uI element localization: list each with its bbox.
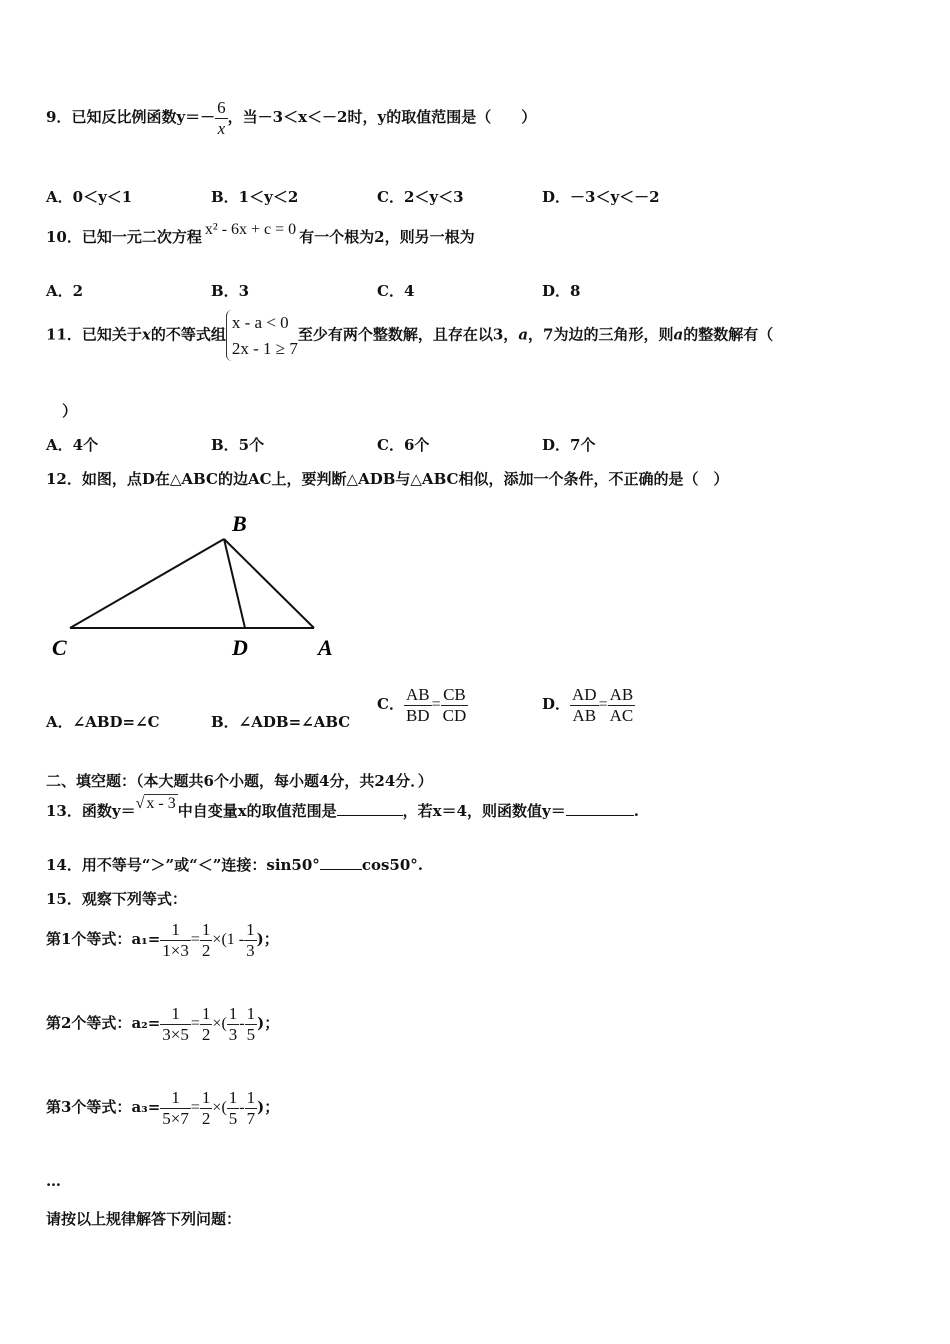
option-b: B．5个 <box>211 436 265 454</box>
fraction: $\frac{CB}{CD}$ <box>442 685 467 725</box>
question-14 <box>46 854 423 875</box>
question-text: 至少有两个整数解，且存在以3， <box>297 325 519 344</box>
question-number: 10． <box>46 228 82 246</box>
side-ba <box>224 539 314 628</box>
question-number: 13． <box>46 802 82 820</box>
side-cb <box>70 539 224 628</box>
option-b: B．1＜y＜2 <box>211 188 299 206</box>
expression: ×( <box>212 1015 227 1033</box>
equation-1 <box>46 920 279 960</box>
question-text: 观察下列等式： <box>81 890 187 908</box>
fraction: $\frac{1}{3}$ <box>228 1004 238 1044</box>
option-a: A．2 <box>46 282 84 300</box>
square-root: √ x - 3 <box>135 795 176 812</box>
inequality: 2x - 1 ≥ 7 <box>231 338 298 358</box>
option-a: A．4个 <box>46 436 99 454</box>
option-c: C．4 <box>377 282 415 300</box>
equation: x² - 6x + c = 0 <box>204 221 297 238</box>
fraction: $\frac{1}{7}$ <box>246 1088 256 1128</box>
question-number: 14． <box>46 856 82 874</box>
radicand: x - 3 <box>146 795 176 812</box>
question-text: 函数y＝ <box>81 802 136 820</box>
question-text: 用不等号“＞”或“＜”连接：sin50° <box>81 856 320 874</box>
answer-blank[interactable] <box>566 815 634 816</box>
variable: a <box>673 325 684 344</box>
option-d: D．7个 <box>542 436 596 454</box>
label-c: C <box>52 635 67 660</box>
segment-bd <box>224 539 245 628</box>
question-9 <box>46 98 536 138</box>
fraction: $\frac{6}{x}$ <box>217 98 226 138</box>
question-11 <box>46 310 773 361</box>
label-d: D <box>232 635 248 660</box>
question-number: 11． <box>46 325 82 344</box>
label-a: A <box>318 635 333 660</box>
minus: - <box>239 1015 245 1033</box>
instruction-text: 请按以上规律解答下列问题： <box>46 1210 242 1228</box>
question-10 <box>46 221 475 247</box>
option-label: D． <box>542 695 571 714</box>
section-title: 二、填空题：（本大题共6个小题，每小题4分，共24分．） <box>46 772 433 790</box>
fraction: $\frac{AD}{AB}$ <box>572 685 597 725</box>
question-13 <box>46 795 639 821</box>
inequality-system <box>226 310 298 361</box>
ellipsis: … <box>46 1172 61 1190</box>
fraction: $\frac{1}{3\times 5}$ <box>162 1004 189 1044</box>
equals: = <box>190 1015 200 1033</box>
answer-blank[interactable] <box>337 815 403 816</box>
option-d: D．8 <box>542 282 581 300</box>
label-b: B <box>232 511 247 536</box>
equation-label: 第3个等式：a₃= <box>46 1098 161 1117</box>
close-paren: ） <box>62 402 78 420</box>
fraction: $\frac{1}{2}$ <box>201 920 211 960</box>
question-text: 如图，点D在△ABC的边AC上，要判断△ADB与△ABC相似，添加一个条件，不正确的是（ ） <box>81 470 729 488</box>
inequality: x - a < 0 <box>231 313 289 332</box>
question-text: 有一个根为2，则另一根为 <box>299 228 475 246</box>
option-c: C．2＜y＜3 <box>377 188 464 206</box>
expression: )； <box>257 1014 280 1033</box>
fraction: $\frac{1}{3}$ <box>246 920 255 960</box>
fraction: $\frac{AB}{AC}$ <box>609 685 634 725</box>
fraction: $\frac{1}{5\times 7}$ <box>162 1088 189 1128</box>
question-text: 中自变量x的取值范围是 <box>177 802 337 820</box>
question-text: ，若x＝4，则函数值y＝ <box>402 802 566 820</box>
expression: )； <box>257 1098 280 1117</box>
question-text: 已知关于 <box>81 325 142 344</box>
question-text: ，7为边的三角形，则 <box>528 325 674 344</box>
equals: = <box>190 1099 200 1117</box>
equation-3 <box>46 1088 279 1128</box>
question-text: 已知反比例函数y＝－ <box>71 108 216 127</box>
equals: = <box>431 696 441 714</box>
option-d <box>542 685 635 725</box>
expression: ×(1 - <box>212 931 245 949</box>
fraction: $\frac{1}{2}$ <box>201 1088 211 1128</box>
variable: x <box>141 325 151 344</box>
option-b: B．3 <box>211 282 250 300</box>
fraction: $\frac{AB}{BD}$ <box>405 685 430 725</box>
answer-blank[interactable] <box>320 869 362 870</box>
equals: = <box>190 931 200 949</box>
question-number: 15． <box>46 890 82 908</box>
question-text: 已知一元二次方程 <box>81 228 202 246</box>
question-text: ，当－3＜x＜－2时，y的取值范围是（ ） <box>227 108 537 127</box>
expression: )； <box>256 930 279 949</box>
equals: = <box>598 696 608 714</box>
fraction: $\frac{1}{5}$ <box>246 1004 256 1044</box>
question-text: . <box>633 802 639 820</box>
equation-2 <box>46 1004 279 1044</box>
equation-label: 第1个等式：a₁= <box>46 930 161 949</box>
option-a: A．0＜y＜1 <box>46 188 133 206</box>
fraction: $\frac{1}{5}$ <box>228 1088 238 1128</box>
option-a: A．∠ABD=∠C <box>46 713 160 731</box>
question-12 <box>46 468 728 489</box>
option-b: B．∠ADB=∠ABC <box>211 713 351 731</box>
minus: - <box>239 1099 245 1117</box>
variable: a <box>518 325 529 344</box>
question-text: 的整数解有（ <box>683 325 774 344</box>
option-label: C． <box>377 695 404 714</box>
option-d: D．－3＜y＜－2 <box>542 188 660 206</box>
option-c: C．6个 <box>377 436 430 454</box>
equation-label: 第2个等式：a₂= <box>46 1014 161 1033</box>
question-number: 9． <box>46 108 72 127</box>
question-text: 的不等式组 <box>150 325 226 344</box>
fraction: $\frac{1}{2}$ <box>201 1004 211 1044</box>
option-c <box>377 685 468 725</box>
question-text: cos50°. <box>361 856 423 874</box>
triangle-figure <box>40 505 360 665</box>
expression: ×( <box>212 1099 227 1117</box>
question-number: 12． <box>46 470 82 488</box>
fraction: $\frac{1}{1\times 3}$ <box>162 920 189 960</box>
question-15 <box>46 888 187 909</box>
